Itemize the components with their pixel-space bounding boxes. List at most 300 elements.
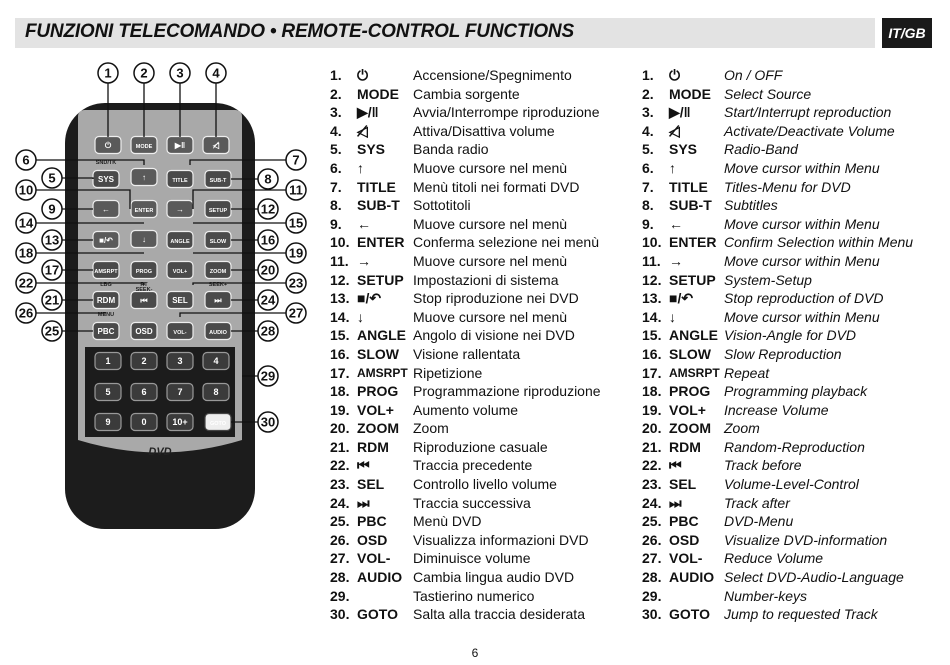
- callout-number: 28: [260, 323, 276, 339]
- remote-button-prog[interactable]: [131, 262, 157, 279]
- function-number: 26.: [330, 531, 350, 548]
- remote-button-k1[interactable]: [95, 353, 121, 370]
- remote-button-stop[interactable]: [93, 232, 119, 249]
- callout-number: 8: [264, 171, 272, 187]
- function-key: →: [669, 252, 683, 269]
- function-key: GOTO: [669, 606, 710, 623]
- function-description: Zoom: [413, 420, 449, 437]
- function-description: Controllo livello volume: [413, 476, 557, 493]
- function-description: Conferma selezione nei menù: [413, 234, 599, 251]
- button-label: PBC: [97, 327, 115, 336]
- remote-button-slow[interactable]: [205, 232, 231, 249]
- function-key: PBC: [357, 513, 387, 530]
- function-key: SUB-T: [669, 197, 712, 214]
- function-number: 18.: [330, 383, 350, 400]
- remote-button-down[interactable]: [131, 231, 157, 248]
- function-number: 6.: [330, 159, 342, 176]
- function-number: 4.: [330, 122, 342, 139]
- function-number: 8.: [642, 197, 654, 214]
- function-key: ←: [669, 215, 683, 232]
- function-key: ⏻: [669, 67, 681, 83]
- function-key: MODE: [357, 85, 399, 102]
- function-description: Programming playback: [724, 383, 868, 400]
- function-key: ■/↶: [669, 290, 694, 307]
- function-description: Move cursor within Menu: [724, 252, 880, 269]
- function-key: SETUP: [357, 271, 404, 288]
- function-key: ⏮: [357, 457, 370, 474]
- button-label: VOL-: [173, 330, 187, 336]
- callout-number: 15: [288, 215, 304, 231]
- callout-number: 27: [288, 305, 304, 321]
- function-description: Traccia precedente: [413, 457, 533, 474]
- function-number: 25.: [330, 513, 350, 530]
- button-label: 8: [213, 387, 219, 397]
- button-label: SYS: [97, 175, 115, 184]
- remote-button-up[interactable]: [131, 169, 157, 186]
- function-key: ⏭: [357, 494, 370, 511]
- callout-number: 18: [18, 245, 34, 261]
- function-number: 3.: [642, 104, 654, 121]
- function-key: ■/↶: [357, 290, 382, 307]
- function-key: AUDIO: [357, 569, 403, 586]
- callout-number: 14: [18, 215, 34, 231]
- button-label: OSD: [135, 327, 153, 336]
- function-key: ↓: [357, 308, 364, 325]
- function-number: 10.: [330, 234, 350, 251]
- function-number: 5.: [330, 141, 342, 158]
- button-label: PROG: [135, 269, 153, 275]
- function-description: Radio-Band: [724, 141, 798, 158]
- remote-button-k2[interactable]: [131, 353, 157, 370]
- function-description: Zoom: [724, 420, 760, 437]
- button-label: ⏭: [214, 296, 222, 305]
- remote-button-pbc[interactable]: [93, 323, 119, 340]
- function-number: 6.: [642, 159, 654, 176]
- function-number: 10.: [642, 234, 662, 251]
- button-label: GOTO: [209, 421, 227, 427]
- function-description: Subtitles: [724, 197, 778, 214]
- button-label: 1: [105, 356, 111, 366]
- button-label: SETUP: [208, 208, 228, 214]
- function-key: RDM: [669, 438, 701, 455]
- function-key: ↓: [669, 308, 676, 325]
- function-description: Riproduzione casuale: [413, 438, 548, 455]
- function-number: 28.: [330, 569, 350, 586]
- function-number: 2.: [330, 85, 342, 102]
- function-number: 22.: [642, 457, 662, 474]
- function-description: Stop riproduzione nei DVD: [413, 290, 579, 307]
- function-key: AMSRPT: [669, 365, 720, 380]
- function-description: Slow Reproduction: [724, 345, 842, 362]
- remote-button-play[interactable]: [167, 137, 193, 154]
- function-description: Move cursor within Menu: [724, 215, 880, 232]
- button-label: ↓: [142, 235, 146, 244]
- function-number: 29.: [330, 587, 350, 604]
- remote-button-k3[interactable]: [167, 353, 193, 370]
- callout-number: 16: [260, 232, 276, 248]
- button-label: ◁̸: [212, 141, 220, 150]
- callout-number: 21: [44, 292, 60, 308]
- function-number: 14.: [330, 308, 350, 325]
- callout-number: 5: [48, 170, 56, 186]
- function-key: VOL-: [357, 550, 391, 567]
- remote-small-label-seekm: SEEK-: [135, 287, 153, 293]
- function-number: 13.: [642, 290, 662, 307]
- remote-button-k0[interactable]: [131, 414, 157, 431]
- function-description: Sottotitoli: [413, 197, 471, 214]
- button-label: AMSRPT: [94, 269, 118, 275]
- button-label: SEL: [172, 296, 188, 305]
- function-description: Diminuisce volume: [413, 550, 531, 567]
- function-number: 27.: [642, 550, 662, 567]
- callout-number: 9: [48, 201, 56, 217]
- function-key: ↑: [669, 159, 676, 176]
- function-description: Attiva/Disattiva volume: [413, 122, 555, 139]
- function-description: Cambia sorgente: [413, 85, 520, 102]
- function-description: Visualize DVD-information: [724, 531, 888, 548]
- button-label: ←: [102, 205, 110, 214]
- function-number: 4.: [642, 122, 654, 139]
- remote-small-label-rt: RT: [140, 282, 148, 288]
- function-description: Muove cursore nel menù: [413, 252, 568, 269]
- function-number: 7.: [330, 178, 342, 195]
- remote-button-sel[interactable]: [167, 292, 193, 309]
- page-number: 6: [471, 646, 479, 660]
- function-key: PBC: [669, 513, 699, 530]
- remote-button-k9[interactable]: [95, 414, 121, 431]
- function-description: Tastierino numerico: [413, 587, 535, 604]
- function-key: ↑: [357, 159, 364, 176]
- function-key: SYS: [669, 141, 698, 158]
- function-number: 28.: [642, 569, 662, 586]
- function-key: PROG: [669, 383, 711, 400]
- callout-number: 17: [44, 262, 60, 278]
- function-key: SLOW: [669, 345, 711, 362]
- function-description: Confirm Selection within Menu: [724, 234, 914, 251]
- remote-button-mode[interactable]: [131, 137, 157, 154]
- function-description: Muove cursore nel menù: [413, 308, 568, 325]
- button-label: MODE: [135, 144, 153, 150]
- function-key: ⏭: [669, 494, 682, 511]
- remote-button-k5[interactable]: [95, 384, 121, 401]
- callout-number: 10: [18, 182, 34, 198]
- function-key: TITLE: [357, 178, 396, 195]
- function-number: 23.: [330, 476, 350, 493]
- function-key: SYS: [357, 141, 386, 158]
- function-key: SLOW: [357, 345, 399, 362]
- callout-number: 20: [260, 262, 276, 278]
- function-description: Menù DVD: [413, 513, 482, 530]
- function-key: ZOOM: [357, 420, 399, 437]
- page-header: [15, 18, 875, 48]
- button-label: 4: [213, 356, 219, 366]
- function-number: 21.: [330, 438, 350, 455]
- function-key: VOL+: [357, 401, 394, 418]
- button-label: TITLE: [172, 178, 188, 184]
- function-description: Titles-Menu for DVD: [724, 178, 851, 195]
- remote-button-audio[interactable]: [205, 323, 231, 340]
- button-label: 5: [105, 387, 111, 397]
- function-number: 1.: [642, 67, 654, 83]
- function-key: ENTER: [357, 234, 405, 251]
- function-description: Jump to requested Track: [724, 606, 878, 623]
- function-description: Vision-Angle for DVD: [724, 327, 857, 344]
- function-key: ◁̸: [669, 122, 680, 139]
- remote-button-prev[interactable]: [131, 292, 157, 309]
- function-key: TITLE: [669, 178, 708, 195]
- button-label: 0: [141, 417, 147, 427]
- function-description: Increase Volume: [724, 401, 829, 418]
- function-key: AMSRPT: [357, 365, 408, 380]
- remote-button-left[interactable]: [93, 201, 119, 218]
- button-label: ANGLE: [170, 239, 190, 245]
- function-number: 1.: [330, 67, 342, 83]
- function-number: 5.: [642, 141, 654, 158]
- remote-small-label-seekp: SEEK+: [208, 282, 228, 288]
- function-key: AUDIO: [669, 569, 715, 586]
- function-key: SETUP: [669, 271, 716, 288]
- remote-button-title[interactable]: [167, 171, 193, 188]
- function-key: GOTO: [357, 606, 398, 623]
- remote-control-illustration: [0, 55, 320, 535]
- function-key: RDM: [357, 438, 389, 455]
- function-number: 12.: [330, 271, 350, 288]
- function-number: 9.: [330, 215, 342, 232]
- function-number: 19.: [642, 401, 662, 418]
- remote-button-right[interactable]: [167, 201, 193, 218]
- function-number: 30.: [642, 606, 662, 623]
- callout-number: 24: [260, 292, 276, 308]
- callout-number: 25: [44, 323, 60, 339]
- remote-button-rdm[interactable]: [93, 292, 119, 309]
- function-description: Avvia/Interrompe riproduzione: [413, 104, 600, 121]
- function-number: 7.: [642, 178, 654, 195]
- function-key: ANGLE: [669, 327, 718, 344]
- function-description: Cambia lingua audio DVD: [413, 569, 575, 586]
- function-description: Accensione/Spegnimento: [413, 67, 572, 83]
- function-number: 19.: [330, 401, 350, 418]
- callout-number: 13: [44, 232, 60, 248]
- remote-button-mute[interactable]: [203, 137, 229, 154]
- remote-button-sys[interactable]: [93, 171, 119, 188]
- function-number: 20.: [642, 420, 662, 437]
- remote-button-k6[interactable]: [131, 384, 157, 401]
- callout-number: 1: [104, 65, 112, 81]
- language-badge: IT/GB: [882, 18, 932, 48]
- button-label: 7: [177, 387, 183, 397]
- function-description: Reduce Volume: [724, 550, 824, 567]
- function-number: 23.: [642, 476, 662, 493]
- function-key: SEL: [669, 476, 697, 493]
- function-key: ENTER: [669, 234, 717, 251]
- function-description: Visualizza informazioni DVD: [413, 531, 589, 548]
- function-number: 11.: [642, 252, 661, 269]
- button-label: VOL+: [172, 269, 188, 275]
- function-key: ▶/‖: [669, 104, 691, 121]
- button-label: ENTER: [134, 208, 154, 214]
- callout-number: 7: [292, 152, 300, 168]
- remote-button-osd[interactable]: [131, 323, 157, 340]
- function-description: Repeat: [724, 364, 770, 381]
- remote-button-volm[interactable]: [167, 323, 193, 340]
- function-number: 8.: [330, 197, 342, 214]
- button-label: SUB-T: [209, 178, 227, 184]
- function-number: 14.: [642, 308, 662, 325]
- function-description: Volume-Level-Control: [724, 476, 859, 493]
- remote-button-amsrpt[interactable]: [93, 262, 119, 279]
- function-description: Programmazione riproduzione: [413, 383, 601, 400]
- function-number: 21.: [642, 438, 662, 455]
- function-description: Track after: [724, 494, 790, 511]
- function-description: Stop reproduction of DVD: [724, 290, 884, 307]
- function-number: 9.: [642, 215, 654, 232]
- function-key: →: [357, 252, 371, 269]
- function-number: 22.: [330, 457, 350, 474]
- function-number: 24.: [330, 494, 350, 511]
- function-description: System-Setup: [724, 271, 812, 288]
- button-label: 9: [105, 417, 111, 427]
- button-label: ZOOM: [209, 269, 227, 275]
- function-key: OSD: [669, 531, 700, 548]
- remote-button-zoom[interactable]: [205, 262, 231, 279]
- function-key: ZOOM: [669, 420, 711, 437]
- function-description: Banda radio: [413, 141, 489, 158]
- function-key: ANGLE: [357, 327, 406, 344]
- function-description: Salta alla traccia desiderata: [413, 606, 585, 623]
- remote-button-k10[interactable]: [167, 414, 193, 431]
- function-description: Random-Reproduction: [724, 438, 865, 455]
- remote-button-subt[interactable]: [205, 171, 231, 188]
- function-number: 12.: [642, 271, 662, 288]
- function-description: Menù titoli nei formati DVD: [413, 178, 580, 195]
- remote-small-label-lbg: LBG: [100, 282, 112, 288]
- button-label: SLOW: [209, 239, 227, 245]
- button-label: ⏮: [140, 296, 148, 305]
- function-description: Activate/Deactivate Volume: [724, 122, 895, 139]
- callout-number: 6: [22, 152, 30, 168]
- function-key: OSD: [357, 531, 388, 548]
- function-number: 30.: [330, 606, 350, 623]
- callout-number: 22: [18, 275, 34, 291]
- function-number: 27.: [330, 550, 350, 567]
- dvd-logo: DVD: [148, 446, 172, 458]
- button-label: AUDIO: [209, 330, 227, 336]
- page-title: FUNZIONI TELECOMANDO • REMOTE-CONTROL FUNCTIONS: [25, 21, 574, 42]
- function-description: DVD-Menu: [724, 513, 794, 530]
- function-number: 26.: [642, 531, 662, 548]
- callout-number: 26: [18, 305, 34, 321]
- button-label: 3: [177, 356, 183, 366]
- function-description: Muove cursore nel menù: [413, 159, 568, 176]
- callout-number: 3: [176, 65, 184, 81]
- function-key: ▶/‖: [357, 104, 379, 121]
- function-number: 3.: [330, 104, 342, 121]
- callout-number: 2: [140, 65, 148, 81]
- remote-button-k7[interactable]: [167, 384, 193, 401]
- button-label: RDM: [96, 296, 116, 305]
- remote-button-goto[interactable]: [205, 414, 231, 431]
- function-number: 13.: [330, 290, 350, 307]
- function-number: 11.: [330, 252, 349, 269]
- function-description: Track before: [724, 457, 802, 474]
- remote-button-setup[interactable]: [205, 201, 231, 218]
- button-label: ⏻: [104, 141, 112, 150]
- function-description: Angolo di visione nei DVD: [413, 327, 575, 344]
- callout-number: 29: [260, 368, 276, 384]
- button-label: 10+: [172, 417, 188, 427]
- function-key: PROG: [357, 383, 399, 400]
- function-key: VOL-: [669, 550, 703, 567]
- remote-button-enter[interactable]: [131, 201, 157, 218]
- function-key: SUB-T: [357, 197, 400, 214]
- button-label: 6: [141, 387, 147, 397]
- function-number: 17.: [642, 364, 662, 381]
- function-number: 20.: [330, 420, 350, 437]
- function-key: ◁̸: [357, 122, 368, 139]
- function-description: Ripetizione: [413, 364, 483, 381]
- function-description: Select Source: [724, 85, 812, 102]
- function-number: 17.: [330, 364, 350, 381]
- function-number: 2.: [642, 85, 654, 102]
- callout-number: 11: [289, 182, 303, 198]
- function-number: 24.: [642, 494, 662, 511]
- function-number: 16.: [642, 345, 662, 362]
- function-description: On / OFF: [724, 67, 783, 83]
- function-number: 29.: [642, 587, 662, 604]
- function-key: ⏮: [669, 457, 682, 474]
- button-label: →: [176, 205, 184, 214]
- function-description: Start/Interrupt reproduction: [724, 104, 892, 121]
- callout-number: 12: [260, 201, 276, 217]
- function-key: ⏻: [357, 67, 369, 83]
- button-label: 2: [141, 356, 147, 366]
- callout-number: 4: [212, 65, 220, 81]
- function-description: Aumento volume: [413, 401, 519, 418]
- function-number: 15.: [330, 327, 350, 344]
- function-number: 15.: [642, 327, 662, 344]
- function-description: Number-keys: [724, 587, 807, 604]
- button-label: ↑: [142, 173, 146, 182]
- remote-button-angle[interactable]: [167, 232, 193, 249]
- function-description: Impostazioni di sistema: [413, 271, 559, 288]
- remote-button-k8[interactable]: [203, 384, 229, 401]
- remote-small-label-menu: MENU: [97, 312, 115, 318]
- function-description: Move cursor within Menu: [724, 159, 880, 176]
- function-key: ←: [357, 215, 371, 232]
- remote-small-label-sndtk: SND/TK: [95, 160, 117, 166]
- function-description: Move cursor within Menu: [724, 308, 880, 325]
- function-key: MODE: [669, 85, 711, 102]
- remote-button-next[interactable]: [205, 292, 231, 309]
- callout-number: 19: [288, 245, 304, 261]
- function-key: SEL: [357, 476, 385, 493]
- button-label: ■/↶: [99, 236, 113, 245]
- remote-button-power[interactable]: [95, 137, 121, 154]
- callout-number: 30: [260, 414, 276, 430]
- callout-number: 23: [288, 275, 304, 291]
- remote-button-volp[interactable]: [167, 262, 193, 279]
- function-description: Muove cursore nel menù: [413, 215, 568, 232]
- function-description: Traccia successiva: [413, 494, 531, 511]
- function-number: 18.: [642, 383, 662, 400]
- function-description: Visione rallentata: [413, 345, 521, 362]
- function-number: 25.: [642, 513, 662, 530]
- function-number: 16.: [330, 345, 350, 362]
- function-description: Select DVD-Audio-Language: [724, 569, 904, 586]
- function-key: VOL+: [669, 401, 706, 418]
- remote-button-k4[interactable]: [203, 353, 229, 370]
- button-label: ▶‖: [174, 141, 186, 150]
